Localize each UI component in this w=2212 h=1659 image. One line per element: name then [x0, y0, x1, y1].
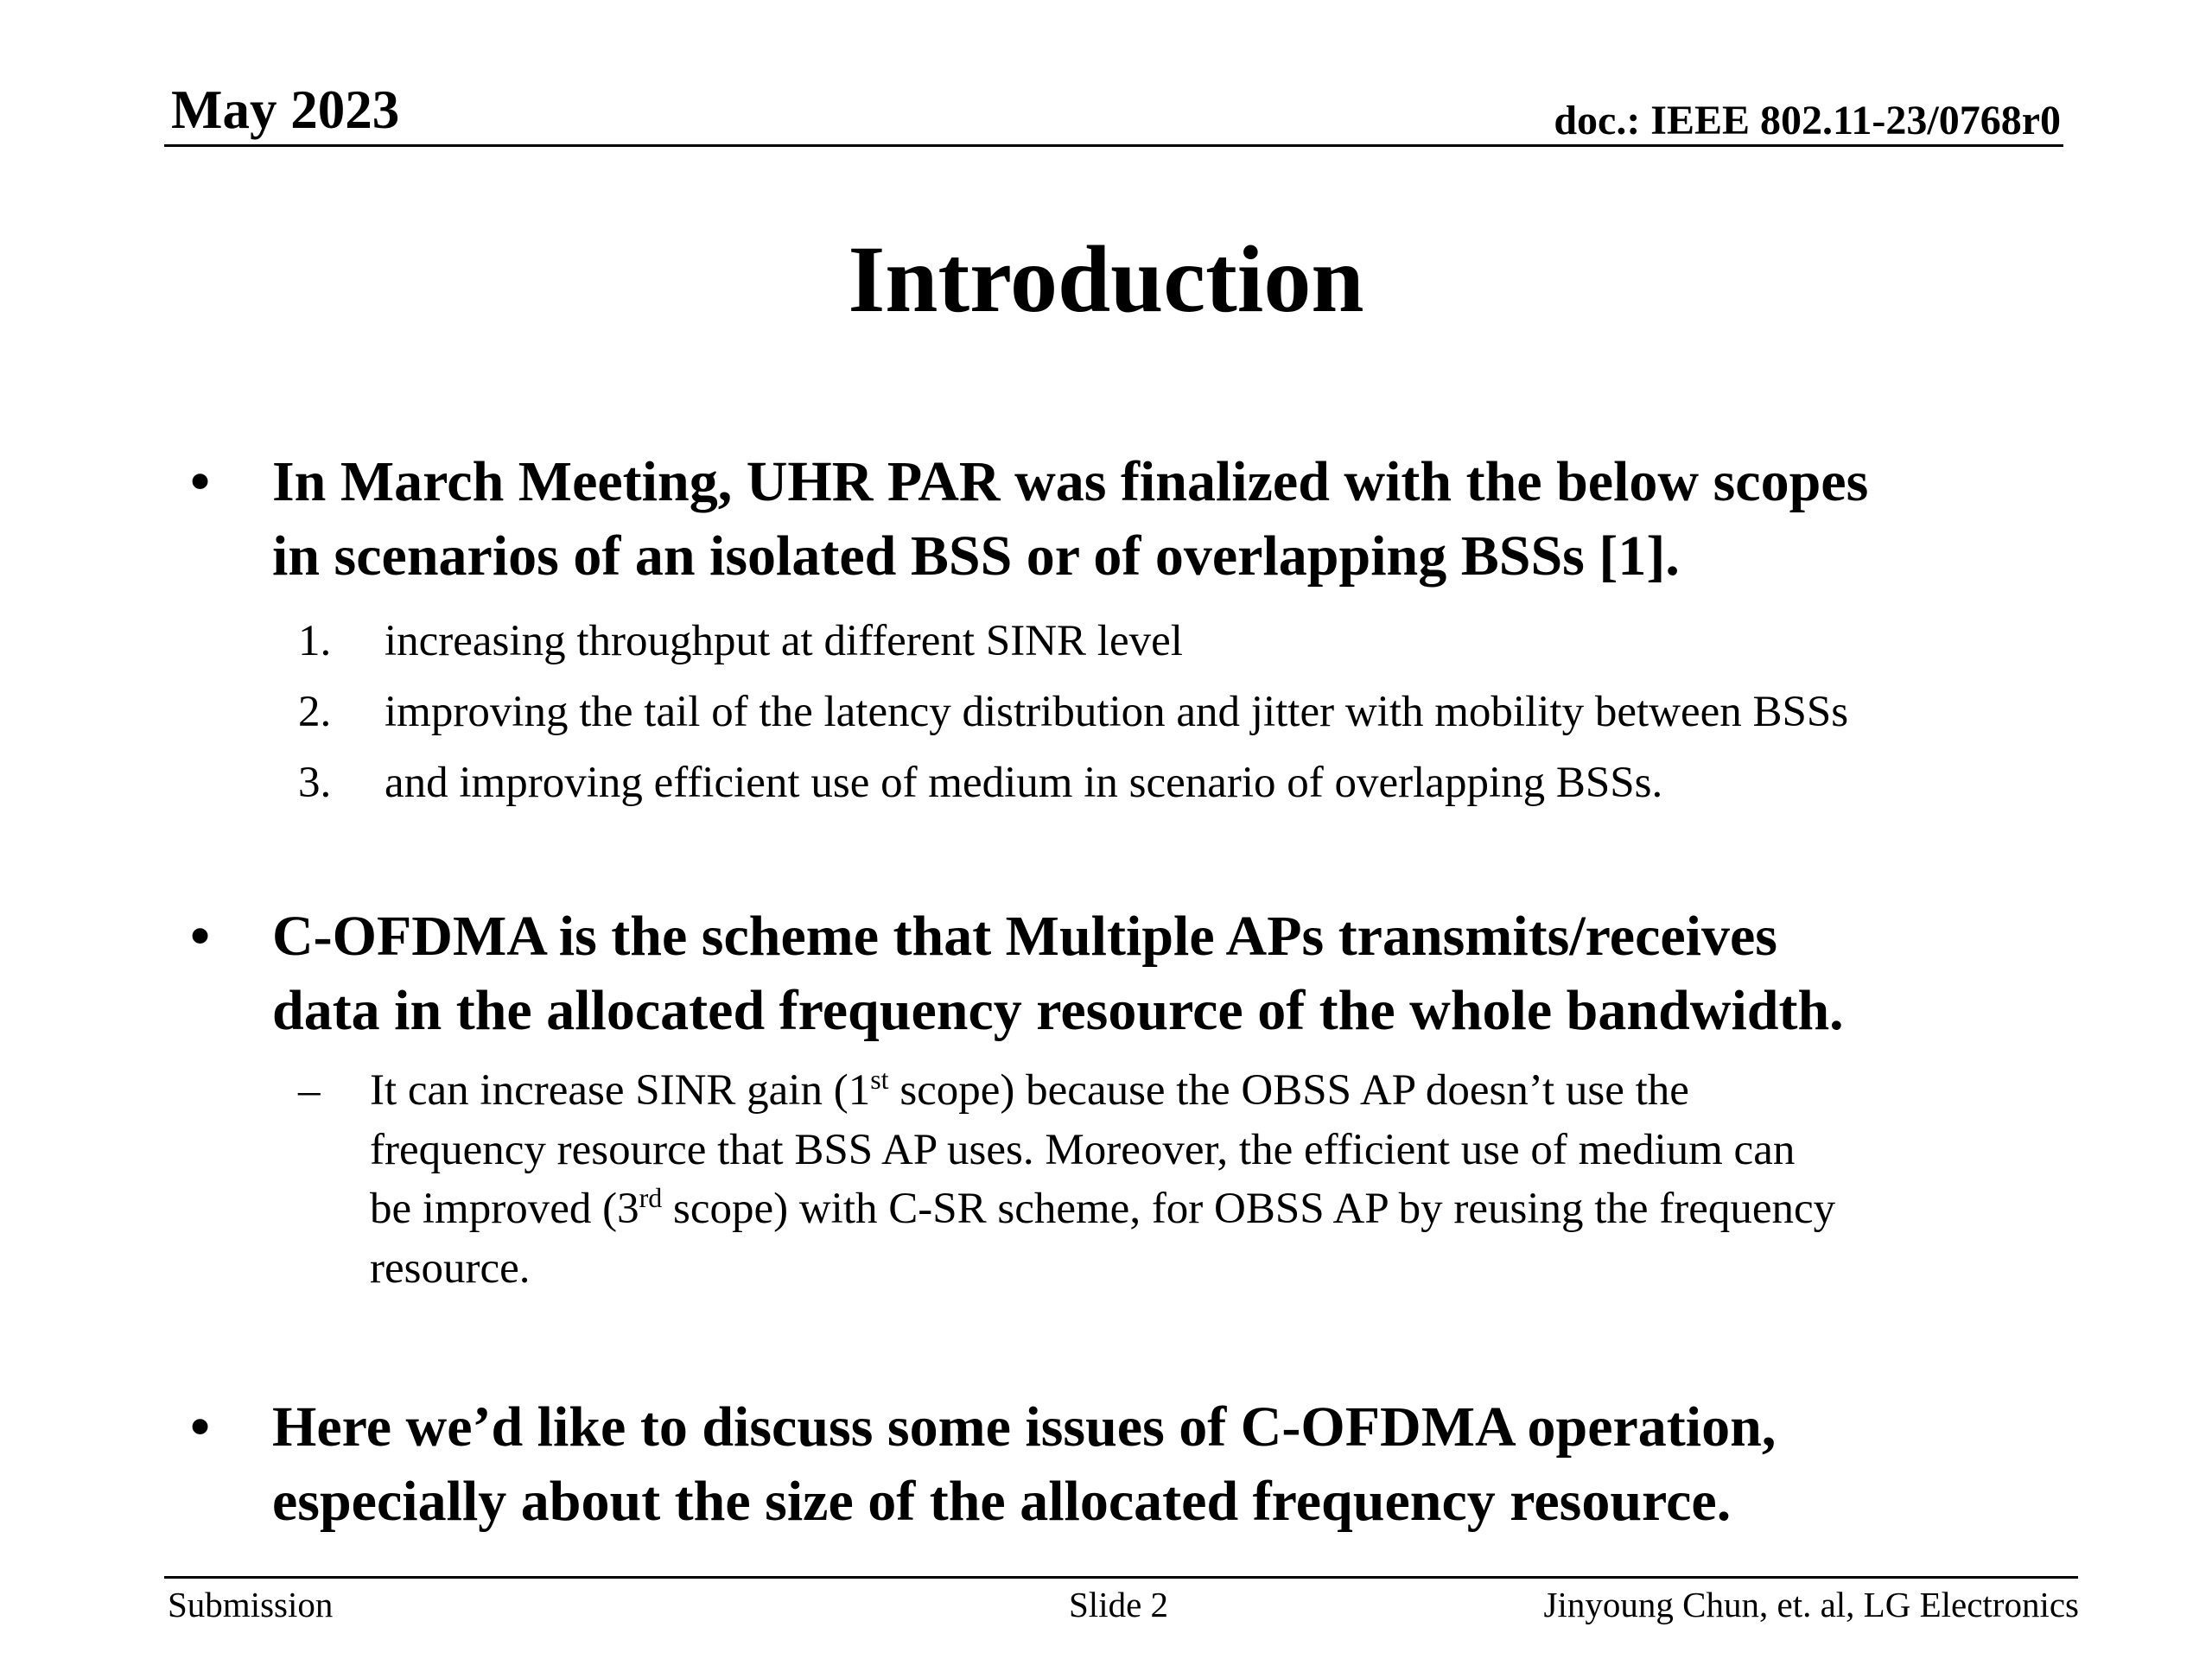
slide-title: Introduction [848, 226, 1364, 332]
bullet-marker: • [190, 450, 211, 513]
sub-item-line-4: resource. [370, 1243, 531, 1293]
ordinal-superscript: rd [639, 1182, 663, 1213]
numbered-item-text: improving the tail of the latency distribution and jitter with mobility between BSSs [385, 688, 1849, 736]
header-date: May 2023 [171, 79, 400, 140]
bullet-3-text [272, 1390, 2121, 1539]
sub-item-text [370, 1061, 2098, 1298]
bullet-2-line-2: data in the allocated frequency resource of the whole bandwidth. [272, 979, 1844, 1042]
bullet-1-line-2: in scenarios of an isolated BSS or of overlapping BSSs [1]. [272, 524, 1680, 588]
bullet-3-line-1: Here we’d like to discuss some issues of C-OFDMA operation, [272, 1395, 1777, 1459]
numbered-item-number: 3. [298, 759, 332, 807]
sub-item-line-1 [370, 1061, 2098, 1121]
sub-item-line-3-pre: be improved (3 [370, 1185, 639, 1233]
sub-item-line-2: frequency resource that BSS AP uses. Moreover, the efficient use of medium can [370, 1125, 1796, 1174]
footer-authors: Jinyoung Chun, et. al, LG Electronics [1543, 1585, 2079, 1624]
numbered-item-text: increasing throughput at different SINR level [385, 617, 1183, 665]
footer-slide-number: Slide 2 [1069, 1585, 1169, 1624]
header-doc-id: doc.: IEEE 802.11-23/0768r0 [1554, 98, 2061, 143]
bullet-2-line-1: C-OFDMA is the scheme that Multiple APs transmits/receives [272, 905, 1777, 968]
bullet-3-line-2: especially about the size of the allocated frequency resource. [272, 1470, 1732, 1533]
sub-item-line-3 [370, 1179, 2098, 1239]
ordinal-superscript: st [870, 1064, 889, 1095]
bullet-marker: • [190, 1395, 211, 1459]
sub-item-marker: – [298, 1066, 321, 1115]
bullet-1-text [272, 445, 2121, 594]
footer-submission: Submission [168, 1585, 334, 1624]
numbered-item-3 [0, 747, 2212, 818]
numbered-item-number: 1. [298, 617, 332, 665]
sub-item-line-1-pre: It can increase SINR gain (1 [370, 1066, 871, 1115]
bullet-2-text [272, 899, 2121, 1048]
numbered-item-2 [0, 677, 2212, 747]
sub-item-line-3-post: scope) with C-SR scheme, for OBSS AP by reusing the frequency [662, 1185, 1836, 1233]
footer-divider [164, 1576, 2078, 1579]
numbered-item-text: and improving efficient use of medium in scenario of overlapping BSSs. [385, 759, 1663, 807]
bullet-1-line-1: In March Meeting, UHR PAR was finalized with the below scopes [272, 450, 1869, 513]
sub-item-line-1-post: scope) because the OBSS AP doesn’t use the [888, 1066, 1689, 1115]
header-divider [164, 144, 2063, 147]
numbered-item-number: 2. [298, 688, 332, 736]
numbered-item-1 [0, 606, 2212, 677]
bullet-marker: • [190, 905, 211, 968]
